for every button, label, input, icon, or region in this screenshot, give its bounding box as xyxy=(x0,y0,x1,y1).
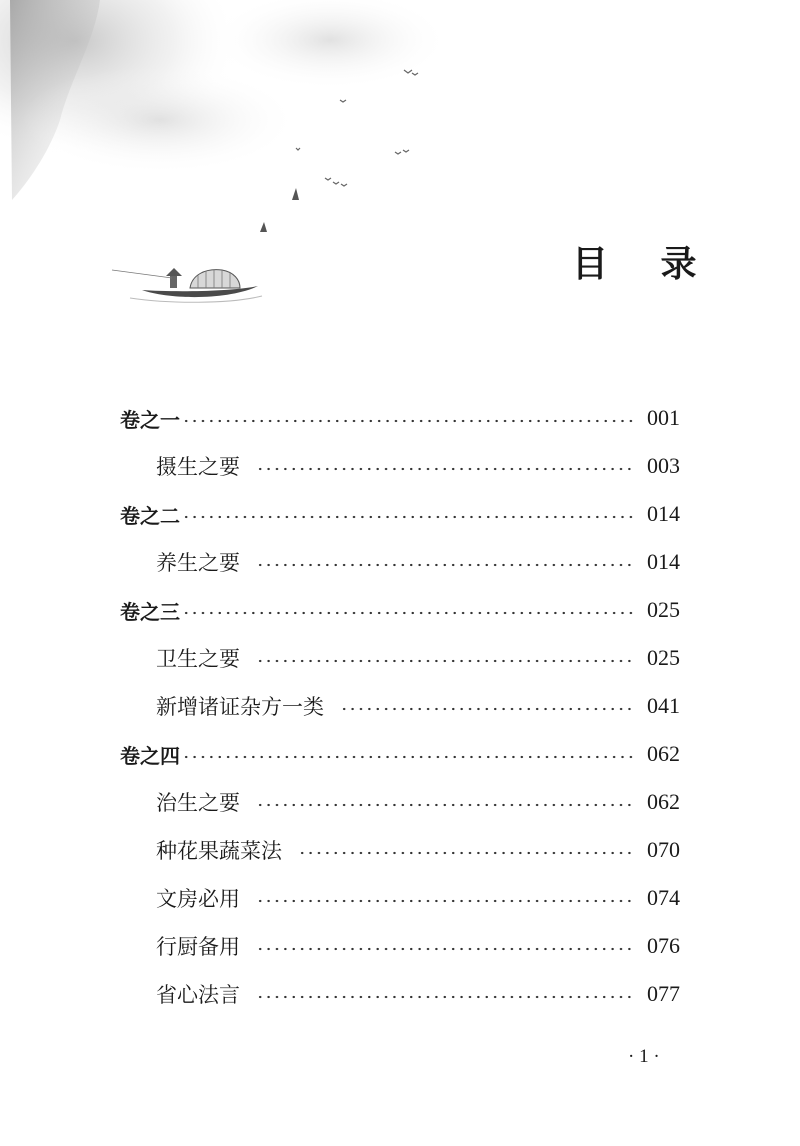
dot-leader xyxy=(182,515,634,519)
toc-entry[interactable] xyxy=(120,442,680,490)
toc-entry-label: 行厨备用 xyxy=(156,935,240,959)
toc-entry[interactable] xyxy=(120,682,680,730)
toc-entry-page: 077 xyxy=(647,981,680,1006)
toc-entry[interactable] xyxy=(120,586,680,634)
toc-entry[interactable] xyxy=(120,538,680,586)
toc-entry[interactable] xyxy=(120,922,680,970)
dot-leader xyxy=(256,803,634,807)
page-number: · 1 · xyxy=(628,1046,660,1067)
toc-entry-label: 养生之要 xyxy=(156,551,240,575)
toc-entry-label: 种花果蔬菜法 xyxy=(156,839,282,863)
dot-leader xyxy=(256,995,634,999)
toc-entry-page: 074 xyxy=(647,885,680,910)
dot-leader xyxy=(256,467,634,471)
dot-leader xyxy=(256,563,634,567)
dot-leader xyxy=(182,611,634,615)
dot-leader xyxy=(298,851,634,855)
page-title: 目 录 xyxy=(572,244,717,285)
dot-leader xyxy=(256,947,634,951)
toc-entry[interactable] xyxy=(120,394,680,442)
toc-entry-label: 卷之三 xyxy=(120,599,180,624)
dot-leader xyxy=(182,755,634,759)
dot-leader xyxy=(256,659,634,663)
toc-entry-page: 003 xyxy=(647,453,680,478)
table-of-contents xyxy=(120,394,680,1018)
toc-entry-label: 卷之二 xyxy=(120,503,180,528)
toc-entry-page: 041 xyxy=(647,693,680,718)
toc-entry-page: 062 xyxy=(647,741,680,766)
toc-entry[interactable] xyxy=(120,778,680,826)
toc-entry-page: 062 xyxy=(647,789,680,814)
toc-entry-page: 070 xyxy=(647,837,680,862)
ink-landscape-illustration xyxy=(0,0,470,330)
toc-entry-page: 014 xyxy=(647,501,680,526)
dot-leader xyxy=(340,707,634,711)
dot-leader xyxy=(182,419,634,423)
toc-entry-label: 新增诸证杂方一类 xyxy=(156,695,324,719)
toc-entry-label: 摄生之要 xyxy=(156,455,240,479)
toc-entry-label: 治生之要 xyxy=(156,791,240,815)
mist-cloud xyxy=(20,65,300,175)
toc-entry[interactable] xyxy=(120,730,680,778)
toc-entry-label: 卫生之要 xyxy=(156,647,240,671)
toc-entry-label: 卷之四 xyxy=(120,743,180,768)
toc-entry[interactable] xyxy=(120,490,680,538)
toc-entry-label: 卷之一 xyxy=(120,407,180,432)
toc-entry-page: 014 xyxy=(647,549,680,574)
dot-leader xyxy=(256,899,634,903)
toc-entry-page: 025 xyxy=(647,645,680,670)
toc-entry[interactable] xyxy=(120,874,680,922)
toc-entry-page: 076 xyxy=(647,933,680,958)
toc-entry[interactable] xyxy=(120,634,680,682)
toc-entry[interactable] xyxy=(120,970,680,1018)
toc-entry-page: 001 xyxy=(647,405,680,430)
toc-entry-label: 省心法言 xyxy=(156,983,240,1007)
toc-entry-label: 文房必用 xyxy=(156,887,240,911)
toc-entry[interactable] xyxy=(120,826,680,874)
toc-entry-page: 025 xyxy=(647,597,680,622)
